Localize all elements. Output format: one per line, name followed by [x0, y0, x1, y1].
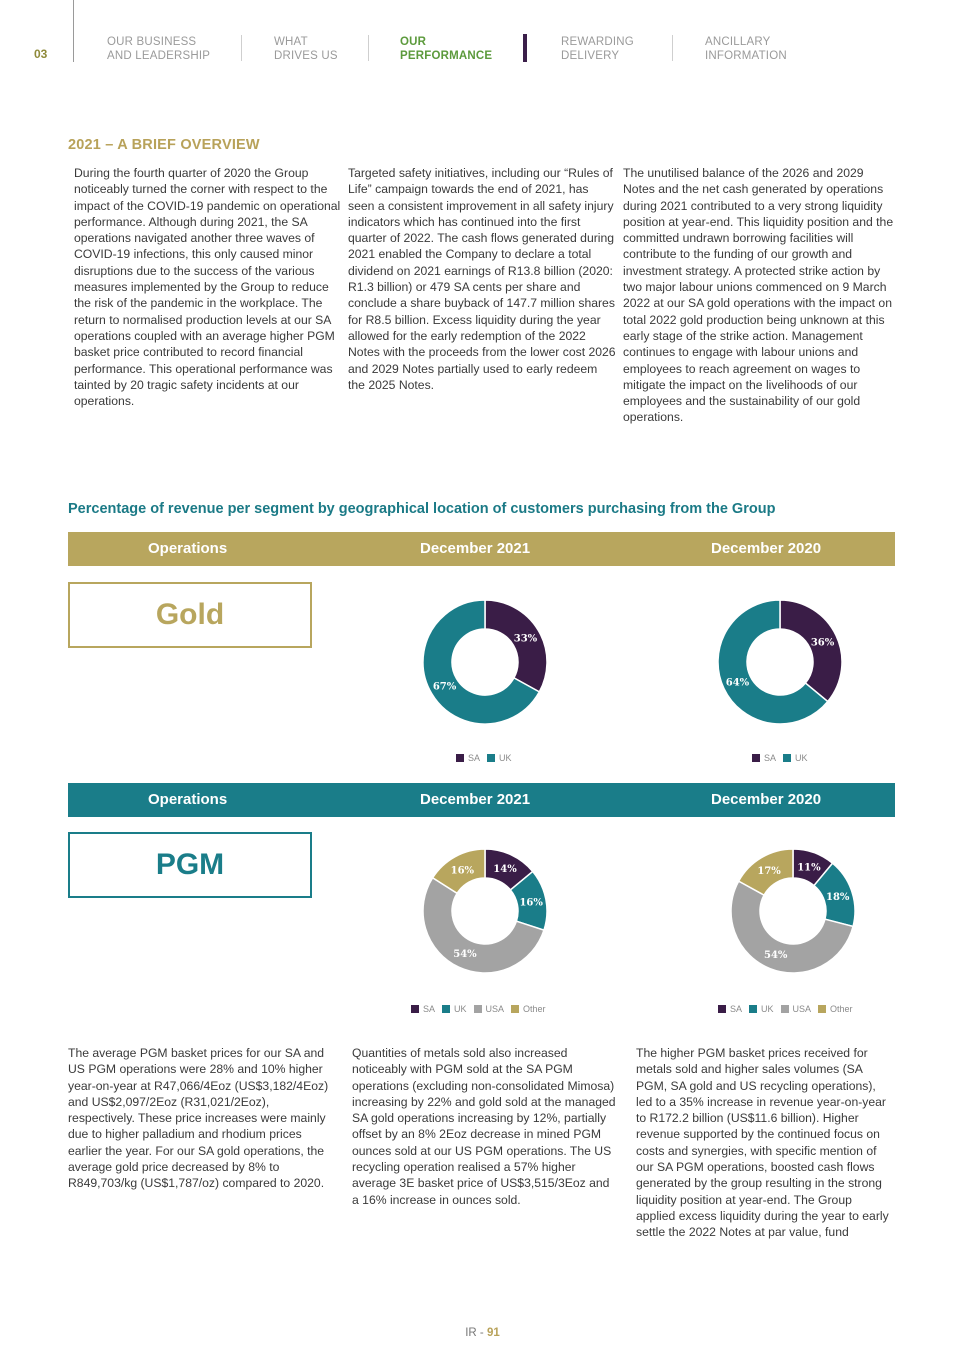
bottom-paragraph-2: Quantities of metals sold also increased noticeably with PGM sold at the SA PGM operations (excluding non-consolidated Mimosa) increasing by 22% and gold sold at the managed SA gold operations increasing by 12%, partially offset by an 8% 2Eoz decrease in mined PGM ounces sold at our US PGM operations. The US recycling operation realised a 57% higher average 3E basket price of US$3,515/3Eoz and a 16% increase in ounces sold. — [352, 1046, 616, 1207]
nav-label-line2: INFORMATION — [705, 50, 787, 62]
gold-header-band — [68, 532, 895, 566]
pgm-2020-label-other: 17% — [757, 866, 781, 878]
pgm-2020-legend — [718, 1004, 860, 1016]
nav-label-line2: PERFORMANCE — [400, 50, 493, 62]
pgm-2020-label-uk: 18% — [825, 891, 850, 903]
pgm-2021-legend-swatch-other — [511, 1005, 519, 1013]
nav-label-line1: WHAT — [274, 36, 308, 48]
nav-item-our-performance[interactable] — [400, 35, 492, 63]
gold-2021-legend-item-uk — [487, 753, 512, 763]
gold-segment-label: Gold — [68, 582, 312, 648]
nav-label-line1: OUR BUSINESS — [107, 36, 197, 48]
pgm-2021-donut — [420, 846, 550, 976]
pgm-2021-legend-text-uk: UK — [454, 1004, 467, 1014]
gold-2020-donut — [715, 597, 845, 727]
pgm-2020-legend-swatch-usa — [781, 1005, 789, 1013]
nav-active-marker — [523, 34, 527, 62]
top-navigation — [0, 0, 965, 70]
pgm-segment-label: PGM — [68, 832, 312, 898]
gold-2020-label-sa: 36% — [810, 637, 835, 649]
gold-2020-legend-text-uk: UK — [795, 753, 808, 763]
band-operations-label: Operations — [148, 540, 228, 557]
bottom-paragraph-1: The average PGM basket prices for our SA and US PGM operations were 28% and 10% higher year-on-year at R47,066/4Eoz (US$3,182/4Eoz) and US$2,097/2Eoz (R31,021/2Eoz), respectively. These price increases were mainly due to higher palladium and rhodium prices earlier the year. For our SA gold operations, the average gold price decreased by 8% to R849,703/kg (US$1,787/oz) compared to 2020. — [68, 1046, 329, 1191]
nav-divider — [73, 0, 74, 62]
overview-paragraph-1: During the fourth quarter of 2020 the Group noticeably turned the corner with respect to the impact of the COVID-19 pandemic on operational performance. Although during 2021, the SA operations navigated another three waves of COVID-19 infections, this only caused minor disruptions due to the success of the various measures implemented by the Group to reduce the risk of the pandemic in the workplace. The return to normalised production levels at our SA operations coupled with an average higher PGM basket price contributed to record financial performance. This operational performance was tainted by 20 tragic safety incidents at our operations. — [74, 166, 341, 409]
nav-label-line2: DRIVES US — [274, 50, 338, 62]
pgm-2021-legend-swatch-sa — [411, 1005, 419, 1013]
pgm-2021-donut-svg — [420, 846, 550, 976]
band-operations-label: Operations — [148, 791, 228, 808]
pgm-2020-legend-text-usa: USA — [792, 1004, 812, 1014]
nav-separator — [368, 35, 369, 61]
footer-prefix: IR - — [465, 1327, 487, 1339]
pgm-2021-legend-text-usa: USA — [485, 1004, 505, 1014]
pgm-2020-legend-item-sa — [718, 1004, 742, 1014]
revenue-chart-title: Percentage of revenue per segment by geographical location of customers purchasing from the Group — [68, 501, 776, 517]
gold-2021-donut-svg — [420, 597, 550, 727]
page-number: 91 — [486, 1327, 500, 1339]
pgm-2020-donut — [728, 846, 858, 976]
pgm-2021-label-sa: 14% — [493, 863, 517, 875]
pgm-2021-legend-item-uk — [442, 1004, 467, 1014]
pgm-2020-legend-swatch-uk — [749, 1005, 757, 1013]
gold-2021-legend-swatch-uk — [487, 754, 495, 762]
pgm-2020-donut-svg — [728, 846, 858, 976]
band-december-2020: December 2020 — [711, 791, 822, 808]
gold-2020-donut-svg — [715, 597, 845, 727]
pgm-2020-legend-item-other — [818, 1004, 853, 1014]
pgm-2021-label-uk: 16% — [519, 897, 543, 909]
pgm-2021-legend — [411, 1004, 553, 1016]
gold-2021-legend-text-uk: UK — [499, 753, 512, 763]
pgm-2020-label-usa: 54% — [763, 950, 788, 962]
nav-label-line2: AND LEADERSHIP — [107, 50, 211, 62]
nav-item-rewarding-delivery[interactable] — [561, 35, 634, 63]
nav-label-line1: ANCILLARY — [705, 36, 771, 48]
chapter-number: 03 — [34, 47, 48, 61]
gold-2020-legend-item-sa — [752, 753, 776, 763]
pgm-2020-legend-swatch-sa — [718, 1005, 726, 1013]
pgm-2021-legend-swatch-usa — [474, 1005, 482, 1013]
gold-2020-label-uk: 64% — [725, 677, 750, 689]
gold-2020-legend — [752, 753, 815, 765]
overview-paragraph-2: Targeted safety initiatives, including our “Rules of Life” campaign towards the end of 2021, has seen a consistent improvement in all safety injury indicators which has continued into the first quarter of 2022. The cash flows generated during 2021 enabled the Company to declare a total dividend on 2021 earnings of R13.8 billion (2020: R1.3 billion) or 479 SA cents per share and conclude a share buyback of 147.7 million shares for R8.5 billion. Excess liquidity during the year allowed for the early redemption of the 2022 Notes with the proceeds from the lower cost 2026 and 2029 Notes partially used to early redeem the 2025 Notes. — [348, 166, 616, 392]
gold-2020-legend-item-uk — [783, 753, 808, 763]
overview-paragraph-3: The unutilised balance of the 2026 and 2029 Notes and the net cash generated by operations during 2021 contributed to a very strong liquidity position at year-end. This liquidity position and the committed undrawn borrowing facilities will contribute to the funding of our growth and investment strategy. A protected strike action by two major labour unions commenced on 9 March 2022 at our SA gold operations with the impact on total 2022 gold production being unknown at this early stage of the strike action. Management continues to engage with labour unions and employees to reach agreement on wages to mitigate the impact on the livelihoods of our employees and the sustainability of our gold operations. — [623, 166, 894, 425]
pgm-2021-legend-item-other — [511, 1004, 546, 1014]
gold-2020-slice-sa — [780, 600, 842, 702]
nav-item-ancillary-information[interactable] — [705, 35, 787, 63]
pgm-2020-legend-item-usa — [781, 1004, 812, 1014]
pgm-2021-legend-item-usa — [474, 1004, 505, 1014]
nav-label-line2: DELIVERY — [561, 50, 620, 62]
gold-2020-legend-text-sa: SA — [764, 753, 777, 763]
gold-2020-legend-swatch-sa — [752, 754, 760, 762]
nav-label-line1: OUR — [400, 36, 427, 48]
nav-label-line1: REWARDING — [561, 36, 634, 48]
pgm-2020-legend-swatch-other — [818, 1005, 826, 1013]
gold-2021-label-uk: 67% — [432, 681, 457, 693]
pgm-2021-legend-item-sa — [411, 1004, 435, 1014]
nav-separator — [241, 35, 242, 61]
pgm-2021-legend-text-other: Other — [523, 1004, 546, 1014]
gold-2021-donut — [420, 597, 550, 727]
nav-item-business-leadership[interactable] — [107, 35, 210, 63]
pgm-2020-label-sa: 11% — [797, 862, 821, 874]
overview-heading: 2021 – A BRIEF OVERVIEW — [68, 137, 260, 153]
band-december-2020: December 2020 — [711, 540, 822, 557]
pgm-2020-legend-text-other: Other — [830, 1004, 853, 1014]
pgm-2021-label-usa: 54% — [453, 949, 477, 961]
pgm-2020-legend-item-uk — [749, 1004, 774, 1014]
band-december-2021: December 2021 — [420, 791, 531, 808]
pgm-2021-legend-text-sa: SA — [423, 1004, 436, 1014]
pgm-2020-legend-text-sa: SA — [730, 1004, 743, 1014]
pgm-2020-legend-text-uk: UK — [761, 1004, 774, 1014]
pgm-2021-legend-swatch-uk — [442, 1005, 450, 1013]
gold-2021-legend — [456, 753, 519, 765]
gold-2020-legend-swatch-uk — [783, 754, 791, 762]
gold-2021-legend-item-sa — [456, 753, 480, 763]
gold-2021-legend-text-sa: SA — [468, 753, 481, 763]
bottom-paragraph-3: The higher PGM basket prices received for metals sold and higher sales volumes (SA PGM, SA gold and US recycling operations), led to a 35% increase in revenue year-on-year to R172.2 billion (US$11.6 billion). Higher revenue supported by the continued focus on costs and synergies, with specific mention of our SA PGM operations, boosted cash flows generated by the group resulting in the strong liquidity position at year-end. The Group applied excess liquidity during the year to early settle the 2022 Notes at par value, fund — [636, 1046, 889, 1240]
gold-2021-legend-swatch-sa — [456, 754, 464, 762]
nav-item-what-drives-us[interactable] — [274, 35, 338, 63]
band-december-2021: December 2021 — [420, 540, 531, 557]
pgm-header-band — [68, 783, 895, 817]
gold-2021-slice-sa — [485, 600, 547, 692]
nav-separator — [672, 35, 673, 61]
page-footer — [0, 1327, 965, 1339]
pgm-2021-label-other: 16% — [450, 865, 475, 877]
gold-2021-label-sa: 33% — [513, 633, 538, 645]
